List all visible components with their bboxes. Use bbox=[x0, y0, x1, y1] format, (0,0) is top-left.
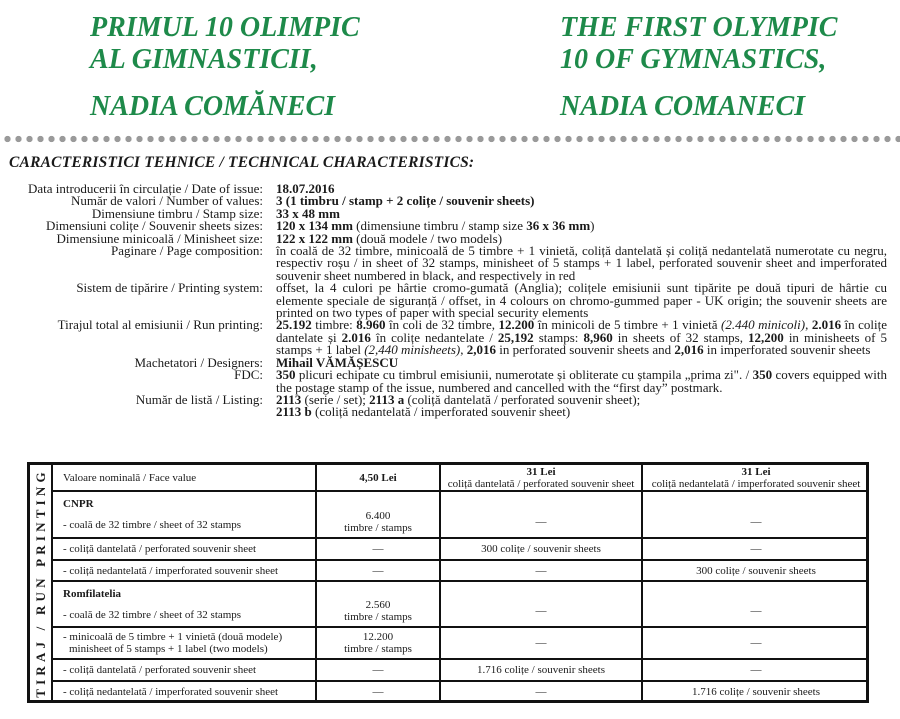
spec-value-part: 2.016 bbox=[811, 317, 842, 333]
spec-value-part: stamps: bbox=[533, 329, 584, 345]
spec-value-part: in imperforated souvenir sheets bbox=[703, 342, 871, 358]
spec-value-part: in perforated souvenir sheets and bbox=[496, 342, 675, 358]
face-value: 31 Lei bbox=[741, 465, 771, 478]
spec-label: Machetatori / Designers: bbox=[134, 354, 263, 370]
spec-fdc bbox=[0, 369, 900, 394]
dotted-divider bbox=[0, 135, 900, 143]
spec-value: 2113 a bbox=[369, 391, 405, 407]
spec-value: în coală de 32 timbre, minicoală de 5 timbre + 1 vinietă, coliță dantelată și coliță nedantelată numerotate cu negru, respectiv roșu / in sheet of 32 stamps, minisheet of 5 stamps + 1 label, perforated souvenir sheet and imperforated souvenir sheet numbered in black, and respectively in red bbox=[276, 243, 887, 283]
spec-value: offset, la 4 culori pe hârtie cromo-gumată (Anglia); colițele emisiunii sunt tipărite pe două tipuri de hârtie cu elemente speciale de siguranță / offset, in 4 colours on chromo-gummed paper - UK origin; the souvenir sheets are printed on two types of paper with special security elements bbox=[276, 280, 887, 321]
cell-value: 6.400 bbox=[365, 509, 391, 522]
spec-value: 2113 bbox=[276, 391, 302, 407]
cell-value: 1.716 colițe / souvenir sheets bbox=[440, 659, 642, 681]
spec-label: Număr de listă / Listing: bbox=[135, 391, 263, 407]
spec-value-part: 2.016 bbox=[341, 329, 371, 345]
run-printing-table bbox=[27, 462, 869, 703]
title-en-line-1: THE FIRST OLYMPIC bbox=[560, 12, 838, 43]
row-label: - coală de 32 timbre / sheet of 32 stamps bbox=[63, 608, 242, 621]
table-header-row bbox=[53, 465, 869, 491]
cell-unit: timbre / stamps bbox=[344, 611, 412, 623]
group-name: CNPR bbox=[63, 498, 94, 510]
spec-value: 350 bbox=[276, 367, 296, 383]
cell-value: — bbox=[440, 560, 642, 581]
title-ro-line-1: PRIMUL 10 OLIMPIC bbox=[90, 12, 360, 43]
cell-value: — bbox=[642, 581, 869, 627]
spec-value-part: în coli de 32 timbre, bbox=[385, 317, 499, 333]
printing-table bbox=[53, 465, 869, 701]
spec-value-part: în colițe dantelate și bbox=[276, 317, 888, 345]
cell-value: 300 colițe / souvenir sheets bbox=[642, 560, 869, 581]
spec-value bbox=[276, 319, 887, 356]
spec-value-part: , bbox=[805, 317, 812, 333]
spec-label: Dimensiune minicoală / Minisheet size: bbox=[56, 230, 263, 246]
spec-label: Paginare / Page composition: bbox=[110, 243, 263, 259]
cell-value: 1.716 colițe / souvenir sheets bbox=[642, 681, 869, 701]
cell-value: — bbox=[642, 659, 869, 681]
cell-value: — bbox=[316, 560, 440, 581]
side-label-text: TIRAJ / RUN PRINTING bbox=[32, 467, 48, 698]
row-label: - coliță dantelată / perforated souvenir sheet bbox=[53, 659, 316, 681]
table-row bbox=[53, 491, 869, 538]
cell-value: — bbox=[642, 538, 869, 560]
table-row bbox=[53, 560, 869, 581]
spec-value-part: 2,016 bbox=[674, 342, 704, 358]
row-label: - minicoală de 5 timbre + 1 vinietă (două modele) bbox=[63, 631, 283, 643]
face-value: 31 Lei bbox=[526, 465, 556, 478]
cell-unit: timbre / stamps bbox=[344, 521, 412, 534]
spec-value-part: in sheets of 32 stamps, bbox=[612, 329, 749, 345]
table-row bbox=[53, 538, 869, 560]
spec-value-part: 12.200 bbox=[498, 317, 535, 333]
spec-value-part: 25.192 bbox=[276, 317, 312, 333]
spec-printing-system bbox=[0, 282, 900, 319]
table-row bbox=[53, 659, 869, 681]
spec-value: 33 x 48 mm bbox=[276, 205, 340, 221]
spec-value: ) bbox=[590, 218, 595, 234]
table-row bbox=[53, 681, 869, 701]
spec-value-part: 12,200 bbox=[748, 329, 784, 345]
spec-value-part: timbre: bbox=[311, 317, 357, 333]
spec-value: (coliță dantelată / perforated souvenir sheet); bbox=[404, 391, 641, 407]
title-romanian bbox=[90, 12, 360, 123]
spec-value: (dimensiune timbru / stamp size bbox=[352, 218, 527, 234]
spec-page-composition bbox=[0, 245, 900, 282]
title-en-line-2: 10 OF GYMNASTICS, bbox=[560, 44, 827, 75]
spec-run-printing bbox=[0, 319, 900, 356]
cell-value: — bbox=[642, 627, 869, 659]
cell-unit: timbre / stamps bbox=[344, 643, 412, 655]
spec-value-part: în colițe nedantelate / bbox=[370, 329, 498, 345]
spec-label: Număr de valori / Number of values: bbox=[70, 193, 263, 209]
title-english bbox=[560, 12, 837, 123]
spec-label: Tirajul total al emisiunii / Run printing: bbox=[57, 317, 263, 333]
face-value: 4,50 Lei bbox=[359, 471, 397, 484]
cell-value: — bbox=[440, 581, 642, 627]
spec-value-part: in minisheets of 5 stamps + 1 label bbox=[276, 329, 887, 358]
row-label: - coală de 32 timbre / sheet of 32 stamps bbox=[63, 519, 242, 531]
title-en-line-3: NADIA COMANECI bbox=[560, 91, 806, 122]
spec-label: Dimensiuni colițe / Souvenir sheets sizes: bbox=[46, 218, 263, 234]
spec-label: Data introducerii în circulație / Date of issue: bbox=[28, 181, 263, 196]
section-heading: CARACTERISTICI TEHNICE / TECHNICAL CHARACTERISTICS: bbox=[9, 154, 475, 171]
header-col1 bbox=[316, 465, 440, 491]
cell-value: — bbox=[440, 491, 642, 538]
spec-value: 122 x 122 mm bbox=[276, 230, 353, 246]
row-label: minisheet of 5 stamps + 1 label (two models) bbox=[69, 643, 268, 655]
cell-value: 2.560 bbox=[365, 599, 391, 611]
table-row bbox=[53, 627, 869, 659]
title-ro-line-3: NADIA COMĂNECI bbox=[90, 91, 336, 122]
spec-value: covers equipped with the postage stamp of the issue, numbered and cancelled with the “first day” postmark. bbox=[276, 367, 887, 395]
spec-value: 350 bbox=[752, 367, 773, 383]
cell-value: — bbox=[642, 491, 869, 538]
cell-value: 300 colițe / souvenir sheets bbox=[440, 538, 642, 560]
spec-listing bbox=[0, 391, 900, 420]
cell-value: — bbox=[316, 538, 440, 560]
spec-value: (coliță nedantelată / imperforated souvenir sheet) bbox=[311, 404, 571, 420]
spec-value: (serie / set); bbox=[301, 391, 370, 407]
row-label: - coliță dantelată / perforated souvenir sheet bbox=[53, 538, 316, 560]
group-name: Romfilatelia bbox=[63, 587, 122, 600]
column-desc: coliță dantelată / perforated souvenir sheet bbox=[447, 477, 635, 490]
cell-value: — bbox=[440, 627, 642, 659]
cell-value: — bbox=[316, 681, 440, 701]
header-col2 bbox=[440, 465, 642, 491]
spec-label: Dimensiune timbru / Stamp size: bbox=[91, 205, 263, 221]
spec-value-part: (2,440 minisheets) bbox=[364, 342, 461, 358]
spec-value-part: , bbox=[460, 342, 467, 358]
spec-value: (două modele / two models) bbox=[352, 230, 503, 246]
cell-value: — bbox=[316, 659, 440, 681]
spec-value-part: (2.440 minicoli) bbox=[721, 317, 806, 333]
spec-value: 36 x 36 mm bbox=[526, 218, 591, 234]
spec-value-part: 8.960 bbox=[356, 317, 386, 333]
spec-label: FDC: bbox=[234, 367, 263, 383]
spec-value: plicuri echipate cu timbrul emisiunii, numerotate și obliterate cu ștampila „prima zi". / bbox=[295, 367, 753, 383]
header-col3 bbox=[642, 465, 869, 491]
table-row bbox=[53, 581, 869, 627]
technical-specs bbox=[0, 183, 900, 419]
spec-value: 2113 b bbox=[276, 404, 312, 420]
row-label: - coliță nedantelată / imperforated souvenir sheet bbox=[53, 560, 316, 581]
spec-value-part: 25,192 bbox=[497, 329, 534, 345]
spec-value-part: 2,016 bbox=[466, 342, 497, 358]
spec-label: Sistem de tipărire / Printing system: bbox=[76, 280, 263, 296]
spec-value: Mihail VĂMĂȘESCU bbox=[276, 354, 399, 370]
header-label: Valoare nominală / Face value bbox=[53, 465, 316, 491]
row-label: - coliță nedantelată / imperforated souvenir sheet bbox=[53, 681, 316, 701]
column-desc: coliță nedantelată / imperforated souvenir sheet bbox=[651, 477, 861, 490]
cell-value: — bbox=[440, 681, 642, 701]
spec-value: 3 (1 timbru / stamp + 2 colițe / souvenir sheets) bbox=[276, 193, 535, 209]
spec-value: 120 x 134 mm bbox=[276, 218, 353, 234]
cell-value: 12.200 bbox=[362, 631, 394, 643]
spec-value-part: în minicoli de 5 timbre + 1 vinietă bbox=[534, 317, 722, 333]
spec-value-part: 8,960 bbox=[583, 329, 613, 345]
table-side-label bbox=[30, 465, 53, 700]
title-ro-line-2: AL GIMNASTICII, bbox=[90, 44, 318, 75]
spec-value: 18.07.2016 bbox=[276, 181, 335, 196]
